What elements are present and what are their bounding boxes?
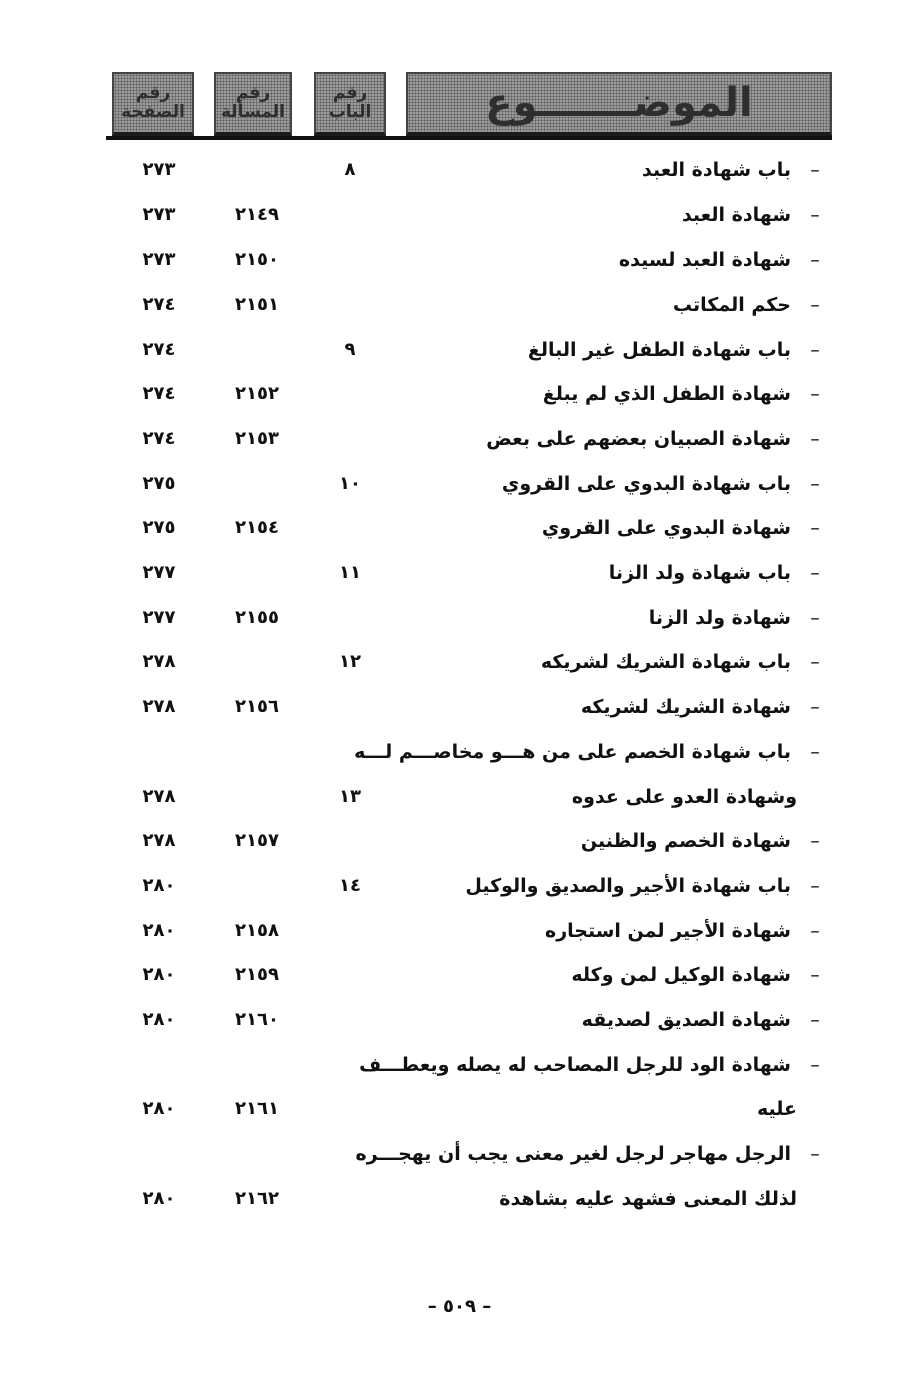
header-page-line1: رقم [135,83,171,104]
index-row [0,462,919,506]
entry-masala-number [214,775,300,819]
bullet-dash: – [810,1143,820,1165]
bullet-dash: – [810,607,820,629]
entry-bab-number [314,417,386,461]
entry-bab-number: ١٣ [339,786,361,807]
entry-masala-number: ٢١٥١ [235,294,279,315]
entry-topic: شهادة العبد [681,204,791,226]
bullet-dash: – [810,294,820,316]
bullet-dash: – [810,428,820,450]
index-row-continuation [0,1177,919,1221]
entry-masala-number: ٢١٥٥ [235,607,279,628]
entry-page-number: ٢٧٤ [142,294,176,315]
entry-masala-number: ٢١٥٨ [235,920,279,941]
entry-masala-number [214,551,300,595]
entry-bab-number [314,283,386,327]
entry-topic: باب شهادة ولد الزنا [608,562,791,584]
entry-bab-number: ١١ [339,562,361,583]
entry-masala-number: ٢١٤٩ [235,204,279,225]
entry-topic: حكم المكاتب [672,294,791,316]
entry-page-number: ٢٨٠ [142,1009,176,1030]
header-topic-label: الموضـــــــوع [485,80,753,126]
bullet-dash: – [810,204,820,226]
bullet-dash: – [810,383,820,405]
index-row [0,328,919,372]
entry-bab-number: ١٤ [339,875,361,896]
entry-masala-number [214,148,300,192]
entry-masala-number: ٢١٥٤ [235,517,279,538]
entry-page-number: ٢٧٧ [142,607,176,628]
index-row [0,238,919,282]
bullet-dash: – [810,741,820,763]
index-row [0,596,919,640]
bullet-dash: – [810,696,820,718]
bullet-dash: – [810,1054,820,1076]
entry-topic: شهادة ولد الزنا [648,607,791,629]
bullet-dash: – [810,562,820,584]
entry-bab-number: ٨ [344,159,356,180]
entry-page-number: ٢٧٥ [142,473,176,494]
index-row [0,1043,919,1087]
entry-bab-number [314,1177,386,1221]
entry-masala-number [214,462,300,506]
entry-topic: شهادة الطفل الذي لم يبلغ [542,383,791,405]
entry-page-number: ٢٧٥ [142,517,176,538]
entry-bab-number [314,998,386,1042]
bullet-dash: – [810,964,820,986]
entry-page-number [112,1043,206,1087]
index-row [0,909,919,953]
index-row [0,148,919,192]
index-row [0,998,919,1042]
bullet-dash: – [810,651,820,673]
entry-page-number: ٢٨٠ [142,920,176,941]
entry-bab-number [314,506,386,550]
entry-masala-number [214,1132,300,1176]
entry-page-number: ٢٧٨ [142,786,176,807]
entry-topic: الرجل مهاجر لرجل لغير معنى يجب أن يهجـــره [355,1143,791,1165]
entry-masala-number [214,640,300,684]
entry-bab-number: ١٠ [339,473,361,494]
entry-topic: باب شهادة الأجير والصديق والوكيل [465,875,791,897]
entry-masala-number: ٢١٥٢ [235,383,279,404]
entry-masala-number [214,328,300,372]
index-row [0,730,919,774]
page-number-footer: – ٥٠٩ – [427,1296,492,1317]
entry-page-number: ٢٧٣ [142,249,176,270]
entry-bab-number [314,596,386,640]
header-page-line2: الصفحة [121,102,185,122]
entry-bab-number [314,953,386,997]
entry-bab-number [314,193,386,237]
entry-masala-number [214,1043,300,1087]
header-bab-number [314,72,386,136]
index-row [0,819,919,863]
entry-masala-number: ٢١٦١ [235,1098,279,1119]
bullet-dash: – [810,339,820,361]
index-row [0,417,919,461]
entry-bab-number [314,909,386,953]
entry-bab-number [314,372,386,416]
entry-topic: شهادة البدوي على القروي [541,517,791,539]
entry-bab-number: ١٢ [339,651,361,672]
header-masala-line2: المسألة [221,102,285,122]
entry-bab-number [314,730,386,774]
entry-bab-number [314,1087,386,1131]
entry-topic: شهادة الصبيان بعضهم على بعض [486,428,791,450]
index-row [0,372,919,416]
entry-masala-number: ٢١٥٣ [235,428,279,449]
header-page-number [112,72,194,136]
entry-topic: عليه [756,1098,797,1120]
header-topic [406,72,832,136]
entry-topic: باب شهادة الخصم على من هـــو مخاصـــم لـــه [354,741,791,763]
entry-page-number: ٢٨٠ [142,964,176,985]
entry-page-number: ٢٧٨ [142,830,176,851]
index-row [0,193,919,237]
entry-topic: لذلك المعنى فشهد عليه بشاهدة [499,1188,797,1210]
bullet-dash: – [810,473,820,495]
bullet-dash: – [810,875,820,897]
entry-masala-number: ٢١٦٠ [235,1009,279,1030]
bullet-dash: – [810,1009,820,1031]
index-row-continuation [0,775,919,819]
entry-masala-number [214,864,300,908]
index-row [0,1132,919,1176]
entry-bab-number [314,819,386,863]
entry-masala-number: ٢١٥٧ [235,830,279,851]
header-masala-number [214,72,292,136]
bullet-dash: – [810,249,820,271]
index-row [0,864,919,908]
entry-topic: شهادة الأجير لمن استجاره [544,920,791,942]
entry-topic: شهادة الشريك لشريكه [580,696,791,718]
entry-page-number: ٢٧٤ [142,339,176,360]
entry-page-number: ٢٧٣ [142,204,176,225]
entry-topic: باب شهادة العبد [641,159,791,181]
entry-page-number [112,1132,206,1176]
entry-bab-number [314,1132,386,1176]
entry-topic: باب شهادة البدوي على القروي [501,473,791,495]
entry-masala-number: ٢١٥٦ [235,696,279,717]
entry-topic: شهادة الوكيل لمن وكله [571,964,791,986]
index-row [0,283,919,327]
entry-page-number: ٢٧٤ [142,428,176,449]
entry-masala-number: ٢١٥٩ [235,964,279,985]
entry-bab-number [314,1043,386,1087]
entry-page-number [112,730,206,774]
entry-bab-number [314,238,386,282]
entry-masala-number: ٢١٦٢ [235,1188,279,1209]
entry-topic: شهادة الخصم والظنين [580,830,791,852]
entry-page-number: ٢٧٨ [142,696,176,717]
index-row [0,506,919,550]
index-row [0,685,919,729]
index-row-continuation [0,1087,919,1131]
entry-page-number: ٢٨٠ [142,875,176,896]
header-rule [106,136,832,140]
entry-page-number: ٢٧٣ [142,159,176,180]
bullet-dash: – [810,159,820,181]
entry-masala-number [214,730,300,774]
header-bab-line2: الباب [328,102,372,122]
entry-page-number: ٢٧٧ [142,562,176,583]
index-row [0,640,919,684]
entry-bab-number: ٩ [344,339,356,360]
entry-bab-number [314,685,386,729]
entry-page-number: ٢٨٠ [142,1188,176,1209]
entry-page-number: ٢٨٠ [142,1098,176,1119]
entry-page-number: ٢٧٤ [142,383,176,404]
bullet-dash: – [810,920,820,942]
header-bab-line1: رقم [332,83,368,104]
index-row [0,953,919,997]
entry-page-number: ٢٧٨ [142,651,176,672]
entry-topic: باب شهادة الطفل غير البالغ [527,339,791,361]
bullet-dash: – [810,517,820,539]
entry-masala-number: ٢١٥٠ [235,249,279,270]
bullet-dash: – [810,830,820,852]
entry-topic: شهادة الود للرجل المصاحب له يصله ويعطـــف [359,1054,791,1076]
header-masala-line1: رقم [235,83,271,104]
entry-topic: شهادة الصديق لصديقه [581,1009,791,1031]
index-row [0,551,919,595]
entry-topic: وشهادة العدو على عدوه [571,786,797,808]
entry-topic: باب شهادة الشريك لشريكه [540,651,791,673]
entry-topic: شهادة العبد لسيده [618,249,791,271]
